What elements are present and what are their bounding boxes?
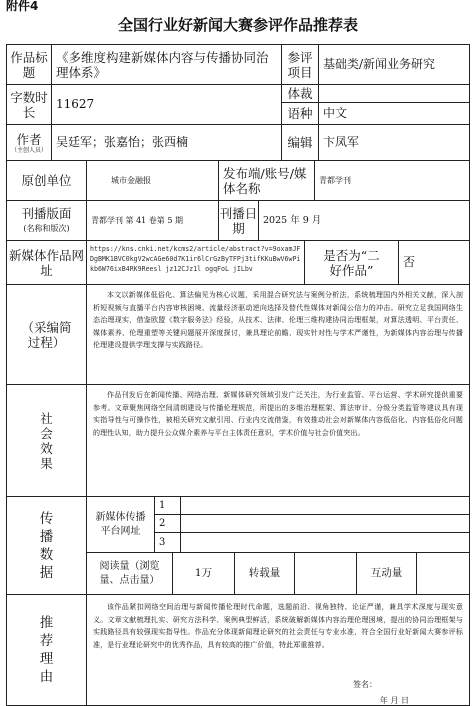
genre-label: 体裁 <box>281 84 318 102</box>
reads-label: 阅读量（浏览量、点击量） <box>86 552 172 594</box>
date-value: 2025 年 9 月 <box>258 200 470 240</box>
date-label: 刊播日期 <box>218 200 258 240</box>
interactions-value <box>416 552 470 594</box>
platform-row-2-value <box>180 514 470 532</box>
author-label: 作者 <box>16 131 42 147</box>
two-good-value: 否 <box>398 240 470 284</box>
platform-row-1-num: 1 <box>154 496 180 514</box>
publisher-value: 青都学刊 <box>314 160 470 200</box>
attachment-label: 附件4 <box>6 0 39 13</box>
reads-value: 1万 <box>172 552 234 594</box>
author-sub-label: （主创人员） <box>10 146 47 154</box>
author-label-cell <box>6 124 51 160</box>
interactions-label: 互动量 <box>356 552 416 594</box>
original-unit-label: 原创单位 <box>6 160 86 200</box>
recommend-text: 该作品紧扣网络空间治理与新闻传播伦理时代命题，选题前沿、视角独特、论证严谨，兼具学术深度与现实意义。文章文献梳理扎实、研究方法科学、案例典型鲜活，系统破解新媒体内容治理伦理困境，提出的协同治理框架与实践路径具有较强现实指导性。作品充分体现新闻理论研究的社会责任与专业水准，符合全国行业好新闻大赛参评标准，是行业理论研究中的优秀作品，具有较高的推广价值，特此郑重推荐。 <box>93 603 463 649</box>
propagation-label: 传播数据 <box>6 496 86 594</box>
sign-date: 年 月 日 <box>379 696 409 705</box>
intro-text: 本文以新媒体低俗化、算法偏见为核心议题，采用混合研究法与案例分析法，系统梳理国内外相关文献，深入剖析短视频与直播平台内容审核困境、流量经济驱动逆向选择及替代性媒体对新闻公信力的冲击。研究立足我国网络生态治理现实，借鉴欧盟《数字服务法》经验，从技术、法律、伦理三维构建协同治理框架，对算法透明、平台责任、媒体素养、伦理重塑等关键问题展开深度探讨，兼具理论前瞻、现实针对性与学术严谨性，为新媒体内容治理与传播伦理建设提供学理支撑与实践路径。 <box>86 284 470 384</box>
recommend-cell <box>86 594 470 706</box>
work-title-label: 作品标题 <box>6 44 51 84</box>
issue-sub-label: (名称和版次) <box>23 223 70 233</box>
reposts-value <box>294 552 356 594</box>
two-good-label: 是否为“二好作品” <box>304 240 398 284</box>
authors-value: 吴廷军；张嘉怡；张西楠 <box>51 124 281 160</box>
url-label: 新媒体作品网址 <box>6 240 86 284</box>
word-count-value: 11627 <box>51 84 281 124</box>
language-label: 语种 <box>281 102 318 124</box>
page-title: 全国行业好新闻大赛参评作品推荐表 <box>117 16 358 34</box>
publisher-label: 发布端/账号/媒体名称 <box>218 160 314 200</box>
intro-label: （采编简过程） <box>6 284 86 384</box>
entry-type-value: 基础类/新闻业务研究 <box>318 44 470 84</box>
url-value[interactable]: https://kns.cnki.net/kcms2/article/abstract?v=9oxamJFDgBMK1BVC0kgV2wcAGe60d7K1ir6lCrGzByTFPj3tifKKuBwV6wPikb6W76ixB4RK9Reesl jz12CJz1l ogqFoL jILbv <box>86 240 304 284</box>
issue-value: 青都学刊 第 41 卷第 5 期 <box>86 200 218 240</box>
form-table <box>6 44 470 705</box>
language-value: 中文 <box>318 102 470 124</box>
genre-value <box>318 84 470 102</box>
issue-label: 刊播版面 <box>21 205 72 221</box>
platform-row-2-num: 2 <box>154 514 180 532</box>
editor-value: 卞凤军 <box>318 124 470 160</box>
editor-label: 编辑 <box>281 124 318 160</box>
original-unit-value: 城市金融报 <box>86 160 218 200</box>
platform-row-1-value <box>180 496 470 514</box>
reposts-label: 转载量 <box>234 552 294 594</box>
effect-text: 作品刊发后在新闻传播、网络治理、新媒体研究领域引发广泛关注，为行业监管、平台运营、学术研究提供重要参考。文章聚焦网络空间清朗建设与传播伦理规范，所提出的多维治理框架、算法审计、分级分类监管等建议具有现实指导性与可操作性，被相关研究文献引用、行业内交流借鉴，有效推动社会对新媒体内容低俗化、内容低俗化问题的理性认知，助力提升公众媒介素养与平台主体责任意识，学术价值与社会价值突出。 <box>86 384 470 496</box>
platform-row-3-num: 3 <box>154 532 180 552</box>
work-title-value: 《多维度构建新媒体内容与传播协同治理体系》 <box>51 44 281 84</box>
issue-label-cell <box>6 200 86 240</box>
recommend-label: 推荐理由 <box>6 594 86 706</box>
platform-label: 新媒体传播平台网址 <box>86 496 154 552</box>
sign-label: 签名： <box>353 680 377 689</box>
platform-row-3-value <box>180 532 470 552</box>
effect-label: 社会效果 <box>6 384 86 496</box>
entry-type-label: 参评项目 <box>281 44 318 84</box>
word-count-label: 字数时长 <box>6 84 51 124</box>
